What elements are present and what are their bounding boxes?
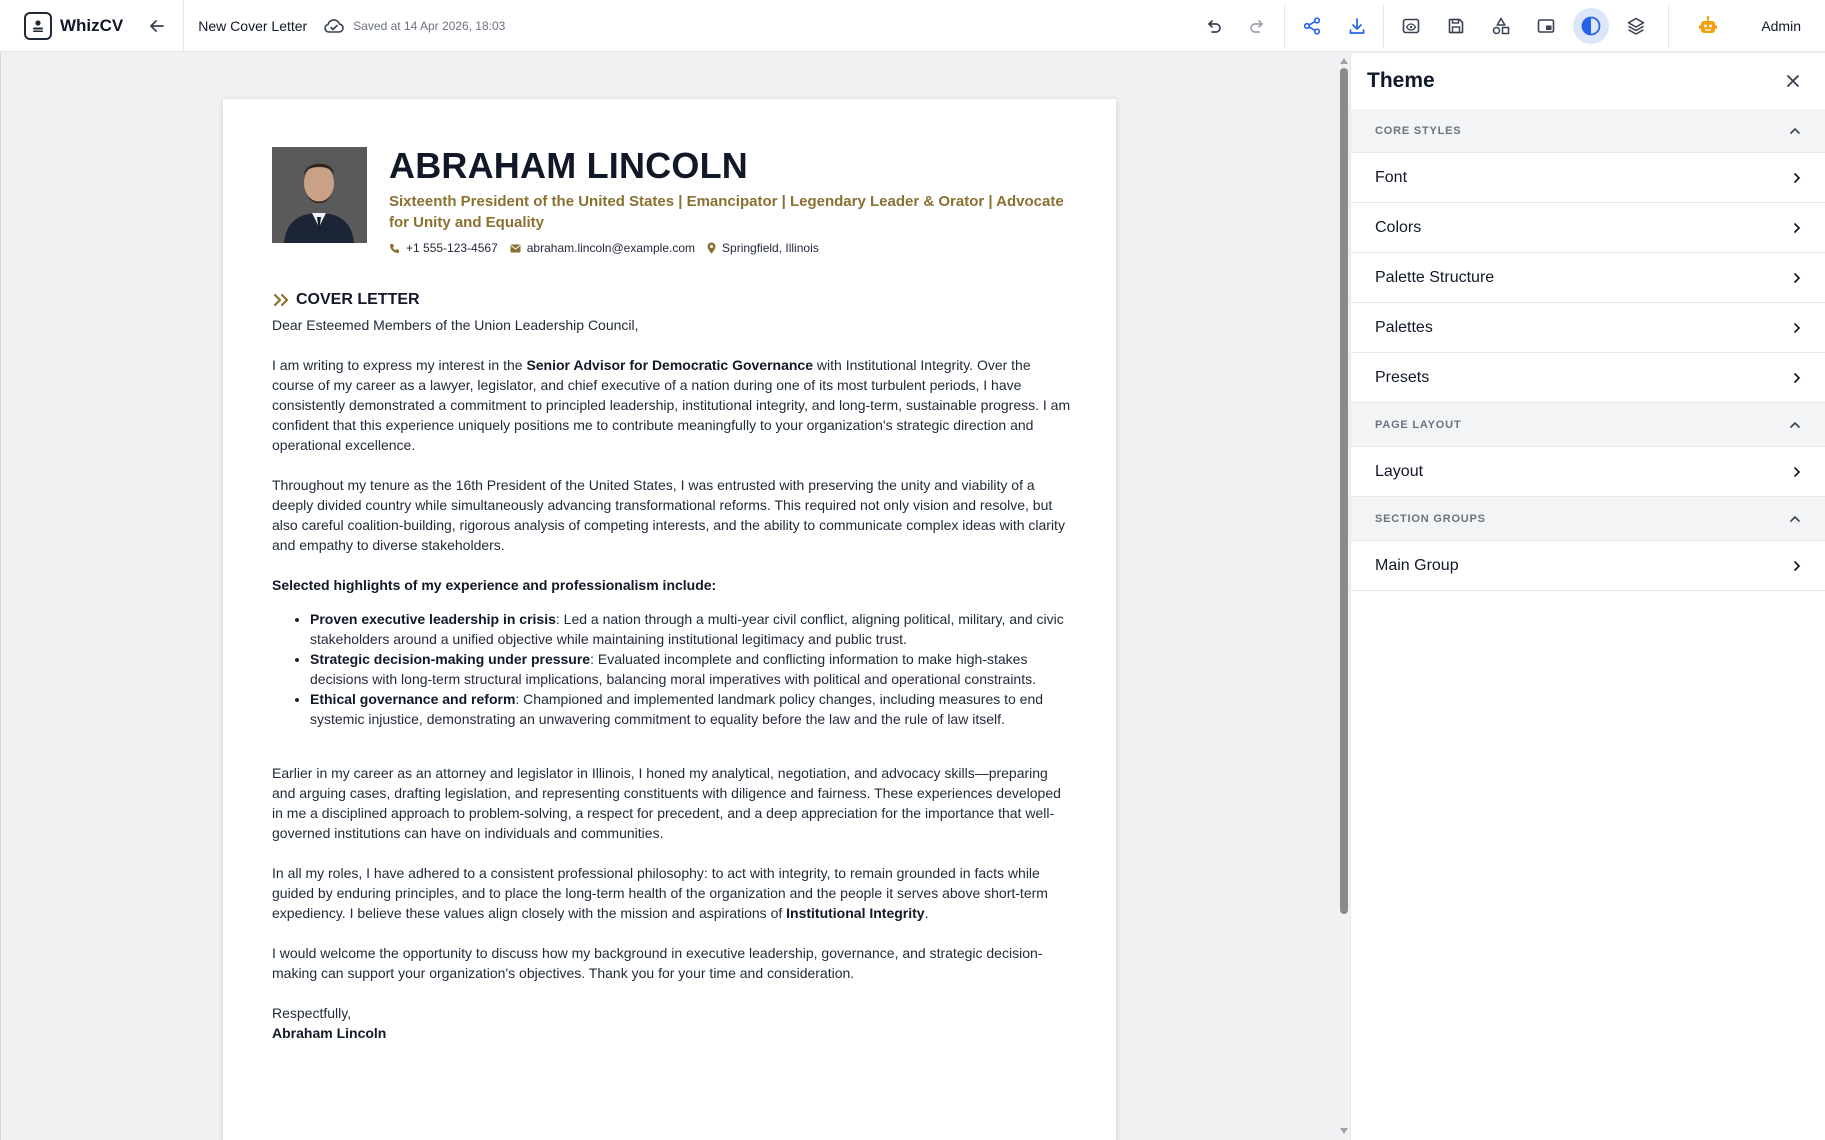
- item-label: Layout: [1375, 462, 1424, 480]
- save-button[interactable]: [1433, 0, 1478, 52]
- app-logo[interactable]: [24, 12, 123, 40]
- item-label: Font: [1375, 168, 1408, 186]
- section-heading: [272, 291, 420, 309]
- paragraph-text: .: [924, 905, 929, 921]
- undo-icon: [1203, 16, 1223, 36]
- download-button[interactable]: [1334, 0, 1379, 52]
- group-core-styles[interactable]: [1351, 109, 1825, 153]
- paragraph: I would welcome the opportunity to discuss how my background in executive leadership, governance, and strategic decision-making can support your organization's objectives. Thank you for your time and consideration.: [272, 945, 1043, 981]
- highlights-heading: Selected highlights of my experience and professionalism include:: [272, 577, 717, 593]
- divider: [183, 0, 184, 52]
- document-title[interactable]: New Cover Letter: [198, 17, 308, 34]
- signature: Abraham Lincoln: [272, 1025, 387, 1041]
- contact-info: [389, 241, 831, 255]
- layers-button[interactable]: [1613, 0, 1658, 52]
- item-label: Colors: [1375, 218, 1422, 236]
- preview-icon: [1401, 16, 1421, 36]
- chevron-right-icon: [1793, 172, 1801, 184]
- chevron-up-icon: [1789, 421, 1801, 429]
- save-status: Saved at 14 Apr 2026, 18:03: [353, 18, 506, 33]
- paragraph-text: In all my roles, I have adhered to a consistent professional philosophy: to act with integrity, to remain grounded in facts while guided by enduring principles, and to place the long-term health of the organization and the people it serves above short-term expediency. I believe these values align closely with the mission and aspirations of: [272, 865, 1048, 921]
- shapes-icon: [1491, 16, 1511, 36]
- location-pin-icon: [707, 242, 716, 254]
- document-page[interactable]: [223, 99, 1116, 1140]
- toolbar-divider: [1284, 4, 1285, 48]
- theme-item-main-group[interactable]: [1351, 541, 1825, 591]
- chevron-right-icon: [1793, 272, 1801, 284]
- list-item: [310, 609, 1072, 649]
- app-name: WhizCV: [60, 15, 124, 35]
- paragraph: [272, 355, 1072, 455]
- list-item-title: Ethical governance and reform: [310, 691, 516, 707]
- group-label: PAGE LAYOUT: [1375, 418, 1462, 431]
- layers-icon: [1626, 16, 1646, 36]
- picture-in-picture-icon: [1536, 16, 1556, 36]
- paragraph-bold-text: Senior Advisor for Democratic Governance: [526, 357, 814, 373]
- group-label: SECTION GROUPS: [1375, 512, 1486, 525]
- double-chevron-right-icon: [272, 292, 292, 308]
- theme-item-palettes[interactable]: [1351, 303, 1825, 353]
- group-page-layout[interactable]: [1351, 403, 1825, 447]
- contact-email: [510, 241, 695, 255]
- close-icon[interactable]: [1785, 73, 1801, 89]
- download-icon: [1347, 16, 1367, 36]
- contact-location: [707, 241, 819, 255]
- group-label: CORE STYLES: [1375, 124, 1462, 137]
- preview-button[interactable]: [1388, 0, 1433, 52]
- top-bar: [0, 0, 1825, 52]
- theme-item-presets[interactable]: [1351, 353, 1825, 403]
- paragraph-text: with Institutional Integrity. Over the course of my career as a lawyer, legislator, and chief executive of a nation during one of its most turbulent periods, I have consistently demonstrated a commitment to principled leadership, institutional integrity, and long-term, sustainable progress. I am confident that this experience uniquely positions me to contribute meaningfully to your organization's strategic direction and operational excellence.: [272, 357, 1071, 453]
- contrast-icon: [1580, 15, 1602, 37]
- arrow-left-icon: [148, 17, 166, 35]
- list-item-text: : Championed and implemented landmark policy changes, including measures to end systemic injustice, demonstrating an unwavering commitment to equality before the law and the rule of law itself.: [310, 691, 1044, 727]
- logo-icon: [24, 12, 52, 40]
- save-icon: [1446, 16, 1466, 36]
- scroll-up-arrow[interactable]: [1340, 58, 1348, 64]
- list-item-text: : Led a nation through a multi-year civil conflict, aligning political, military, and civic stakeholders around a unified objective while maintaining institutional legitimacy and public trust.: [310, 611, 1064, 647]
- redo-button[interactable]: [1235, 0, 1280, 52]
- item-label: Palette Structure: [1375, 268, 1495, 286]
- toolbar-actions: [1190, 0, 1730, 52]
- paragraph: [272, 863, 1072, 923]
- theme-item-layout[interactable]: [1351, 447, 1825, 497]
- theme-item-colors[interactable]: [1351, 203, 1825, 253]
- theme-button[interactable]: [1568, 0, 1613, 52]
- candidate-headline: Sixteenth President of the United States | Emancipator | Legendary Leader & Orator | Advocate for Unity and Equality: [389, 193, 1064, 231]
- chevron-right-icon: [1793, 322, 1801, 334]
- list-item: [310, 649, 1072, 689]
- panel-title: Theme: [1367, 69, 1435, 92]
- toolbar-divider: [1383, 4, 1384, 48]
- chevron-right-icon: [1793, 466, 1801, 478]
- editor-canvas: [0, 53, 1348, 1140]
- group-section-groups[interactable]: [1351, 497, 1825, 541]
- shapes-button[interactable]: [1478, 0, 1523, 52]
- theme-item-font[interactable]: [1351, 153, 1825, 203]
- candidate-name: ABRAHAM LINCOLN: [389, 145, 748, 186]
- chevron-right-icon: [1793, 560, 1801, 572]
- item-label: Presets: [1375, 368, 1430, 386]
- list-item: [310, 689, 1072, 729]
- back-button[interactable]: [141, 10, 173, 42]
- letter-body[interactable]: [272, 315, 1072, 1043]
- layout-button[interactable]: [1523, 0, 1568, 52]
- undo-button[interactable]: [1190, 0, 1235, 52]
- phone-text: +1 555-123-4567: [406, 241, 498, 255]
- closing: Respectfully,: [272, 1005, 352, 1021]
- panel-header: [1351, 53, 1825, 109]
- share-icon: [1302, 16, 1322, 36]
- profile-photo[interactable]: [272, 147, 367, 243]
- chevron-up-icon: [1789, 515, 1801, 523]
- list-item-text: : Evaluated incomplete and conflicting information to make high-stakes decisions with long-term structural implications, balancing moral imperatives with political and operational constraints.: [310, 651, 1036, 687]
- section-title: COVER LETTER: [296, 291, 420, 308]
- list-item-title: Strategic decision-making under pressure: [310, 651, 591, 667]
- mail-icon: [510, 244, 521, 253]
- theme-button-highlight: [1573, 8, 1609, 44]
- chevron-up-icon: [1789, 127, 1801, 135]
- email-text: abraham.lincoln@example.com: [526, 241, 696, 255]
- highlights-list: [310, 609, 1072, 729]
- location-text: Springfield, Illinois: [722, 241, 819, 255]
- scrollbar-thumb[interactable]: [1340, 68, 1348, 914]
- theme-panel: [1350, 53, 1825, 1140]
- item-label: Palettes: [1375, 318, 1433, 336]
- scroll-down-arrow[interactable]: [1340, 1128, 1348, 1134]
- user-name: Admin: [1761, 18, 1801, 34]
- resume-header: [272, 147, 1072, 267]
- share-button[interactable]: [1289, 0, 1334, 52]
- paragraph-text: I am writing to express my interest in the: [272, 357, 527, 373]
- item-label: Main Group: [1375, 556, 1459, 574]
- ai-assistant-button[interactable]: [1685, 0, 1730, 52]
- theme-item-palette-structure[interactable]: [1351, 253, 1825, 303]
- phone-icon: [389, 243, 400, 254]
- robot-icon: [1697, 15, 1719, 37]
- user-menu[interactable]: [1761, 0, 1801, 52]
- salutation: Dear Esteemed Members of the Union Leadership Council,: [272, 317, 639, 333]
- contact-phone: [389, 241, 498, 255]
- paragraph: Throughout my tenure as the 16th President of the United States, I was entrusted with preserving the unity and viability of a deeply divided country while simultaneously advancing transformational reforms. This required not only vision and resolve, but also careful coalition-building, rigorous analysis of competing interests, and the ability to communicate complex ideas with clarity and empathy to diverse stakeholders.: [272, 477, 1065, 553]
- toolbar-divider: [1668, 4, 1669, 48]
- cloud-saved-icon: [323, 17, 345, 35]
- paragraph: Earlier in my career as an attorney and legislator in Illinois, I honed my analytical, negotiation, and advocacy skills—preparing and arguing cases, drafting legislation, and representing constituents with diligence and fairness. These experiences developed in me a disciplined approach to problem-solving, a respect for precedent, and a deep appreciation for the importance that well-governed institutions can have on individuals and communities.: [272, 765, 1061, 841]
- chevron-right-icon: [1793, 372, 1801, 384]
- list-item-title: Proven executive leadership in crisis: [310, 611, 556, 627]
- redo-icon: [1248, 16, 1268, 36]
- paragraph-bold-text: Institutional Integrity: [786, 905, 925, 921]
- chevron-right-icon: [1793, 222, 1801, 234]
